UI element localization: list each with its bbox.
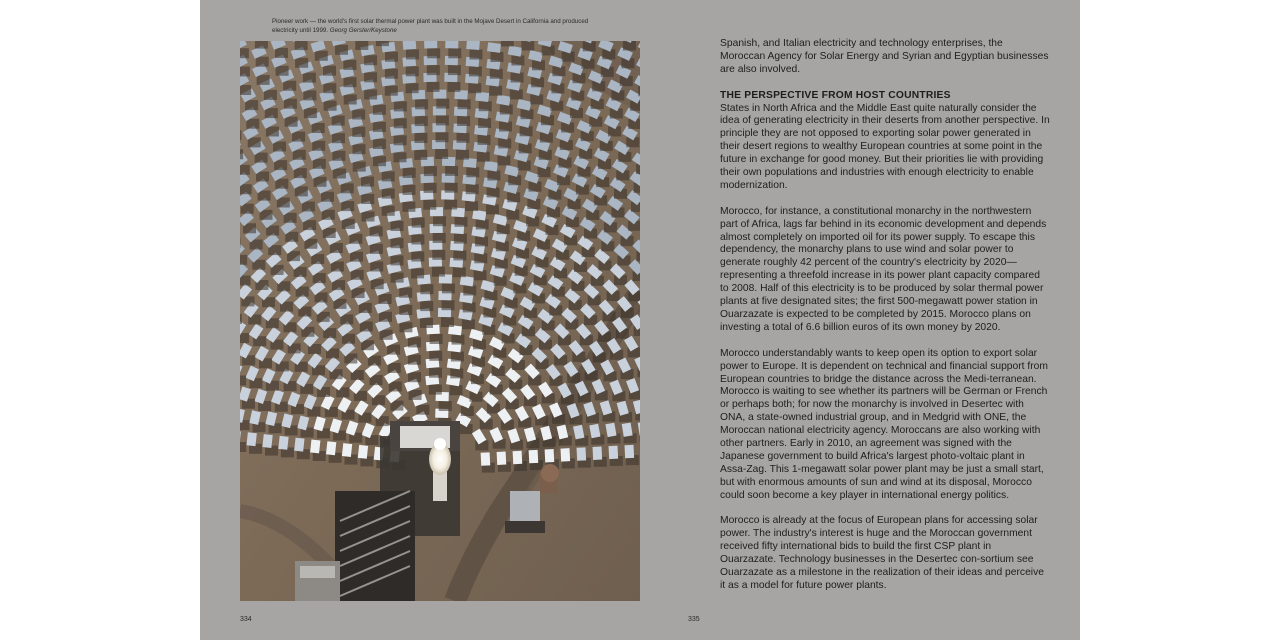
heliostat-shadow [518, 161, 531, 171]
heliostat-shadow [432, 250, 445, 260]
heliostat-shadow [450, 368, 463, 378]
heliostat-mirror [545, 449, 555, 462]
heliostat-shadow [429, 368, 442, 378]
heliostat-shadow [501, 41, 514, 47]
heliostat-shadow [463, 302, 476, 312]
heliostat-shadow [450, 385, 463, 395]
heliostat-shadow [257, 75, 270, 85]
heliostat-shadow [303, 90, 316, 100]
heliostat-shadow [399, 322, 412, 332]
heliostat-shadow [323, 83, 336, 93]
heliostat-shadow [370, 244, 383, 254]
heliostat-shadow [531, 77, 544, 87]
heliostat-mirror [278, 436, 288, 450]
heliostat-shadow [362, 212, 375, 222]
heliostat-shadow [442, 283, 455, 293]
heliostat-shadow [445, 166, 458, 176]
heliostat-shadow [361, 194, 374, 204]
heliostat-shadow [466, 184, 479, 194]
book-spread [200, 0, 1080, 640]
heliostat-shadow [454, 234, 467, 244]
heliostat-shadow [508, 175, 521, 185]
heliostat-mirror [593, 447, 603, 460]
heliostat-shadow [448, 65, 461, 75]
heliostat-shadow [283, 81, 296, 91]
heliostat-shadow [436, 132, 449, 142]
heliostat-shadow [331, 262, 344, 272]
heliostat-shadow [416, 405, 429, 415]
heliostat-shadow [240, 276, 251, 286]
heliostat-shadow [436, 115, 449, 125]
heliostat-shadow [273, 142, 286, 152]
heliostat-shadow [412, 218, 425, 228]
caption-credit: Georg Gerster/Keystone [329, 27, 397, 34]
heliostat-shadow [562, 52, 575, 62]
heliostat-shadow [500, 105, 513, 115]
heliostat-mirror [561, 448, 571, 461]
heliostat-shadow [499, 122, 512, 132]
heliostat-shadow [527, 199, 540, 209]
heliostat-shadow [385, 52, 398, 62]
heliostat-mirror [513, 451, 523, 464]
heliostat-shadow [379, 312, 392, 322]
heliostat-shadow [490, 69, 503, 79]
heliostat-shadow [382, 206, 395, 216]
heliostat-shadow [245, 100, 258, 110]
heliostat-shadow [314, 177, 327, 187]
heliostat-shadow [479, 101, 492, 111]
heliostat-shadow [432, 267, 445, 277]
heliostat-shadow [399, 305, 412, 315]
heliostat-shadow [255, 41, 268, 49]
heliostat-shadow [445, 183, 458, 193]
heliostat-shadow [409, 390, 422, 400]
heliostat-shadow [489, 86, 502, 96]
heliostat-mirror [625, 445, 635, 458]
heliostat-shadow [370, 262, 383, 272]
heliostat-shadow [542, 46, 555, 56]
heliostat-shadow [240, 314, 242, 324]
heliostat-shadow [349, 234, 362, 244]
heliostat-shadow [304, 239, 317, 249]
heliostat-shadow [295, 186, 308, 196]
heliostat-shadow [552, 66, 565, 76]
left-page-number: 334 [240, 616, 252, 623]
heliostat-shadow [444, 200, 457, 210]
heliostat-shadow [264, 90, 277, 100]
heliostat-shadow [447, 82, 460, 92]
heliostat-shadow [240, 333, 249, 343]
heliostat-shadow [458, 99, 471, 109]
heliostat-shadow [304, 108, 317, 118]
heliostat-shadow [408, 355, 421, 365]
heliostat-shadow [408, 372, 421, 382]
heliostat-shadow [323, 66, 336, 76]
heliostat-shadow [424, 166, 437, 176]
heliostat-shadow [391, 255, 404, 265]
heliostat-shadow [240, 238, 241, 248]
heliostat-shadow [360, 322, 373, 332]
heliostat-shadow [342, 219, 355, 229]
heliostat-mirror [342, 443, 352, 457]
heliostat-mirror [497, 452, 507, 465]
heliostat-shadow [497, 155, 510, 165]
heliostat-shadow [255, 153, 268, 163]
heliostat-shadow [373, 122, 386, 132]
heliostat-shadow [275, 48, 288, 58]
heliostat-mirror [481, 452, 491, 465]
heliostat-shadow [406, 83, 419, 93]
paragraph-2: Morocco, for instance, a constitutional monarchy in the northwestern part of Africa, lags far behind in its economic development and depends almost completely on imported oil for its power supply. To escape this dependency, the monarchy plans to use wind and solar power to generate roughly 42 percent of the country's electricity by 2020—representing a threefold increase in its power plant capacity compared to 2008. Half of this electricity is to be produced by solar thermal power plants at five designated sites; the first 500-megawatt power station in Ouarzazate is expected to be completed by 2015. Morocco plans on investing a total of 6.6 billion euros of its own money by 2020. [720, 205, 1047, 333]
intro-paragraph: Spanish, and Italian electricity and technology enterprises, the Moroccan Agency for Solar Energy and Syrian and Egyptian businesses are also involved. [720, 38, 1049, 75]
heliostat-shadow [315, 51, 328, 61]
heliostat-shadow [240, 48, 249, 58]
heliostat-shadow [406, 49, 419, 59]
heliostat-shadow [478, 118, 491, 128]
heliostat-shadow [240, 85, 251, 95]
heliostat-shadow [364, 90, 377, 100]
heliostat-shadow [403, 168, 416, 178]
paragraph-4: Morocco is already at the focus of European plans for accessing solar power. The industry's interest is huge and the Moroccan government received fifty international bids to build the first CSP plant in Ouarzazate. Technology businesses in the Desertec con-sortium see Ouarzazate as a milestone in the realization of their ideas and perceive it as a model for future power plants. [720, 515, 1044, 591]
heliostat-shadow [240, 184, 252, 194]
heliostat-shadow [295, 41, 308, 50]
heliostat-shadow [246, 119, 259, 129]
heliostat-shadow [415, 116, 428, 126]
heliostat-shadow [376, 41, 389, 46]
heliostat-shadow [429, 351, 442, 361]
heliostat-shadow [420, 284, 433, 294]
heliostat-shadow [364, 55, 377, 65]
heliostat-shadow [352, 288, 365, 298]
heliostat-shadow [295, 58, 308, 68]
heliostat-shadow [442, 300, 455, 310]
heliostat-shadow [478, 135, 491, 145]
heliostat-shadow [636, 164, 640, 174]
heliostat-mirror [609, 446, 619, 459]
heliostat-shadow [451, 352, 464, 362]
heliostat-shadow [541, 115, 554, 125]
heliostat-shadow [494, 276, 507, 286]
heliostat-shadow [511, 56, 524, 66]
heliostat-shadow [266, 127, 279, 137]
heliostat-shadow [274, 160, 287, 170]
heliostat-shadow [423, 200, 436, 210]
heliostat-shadow [380, 330, 393, 340]
heliostat-shadow [256, 57, 269, 67]
heliostat-shadow [387, 345, 400, 355]
heliostat-shadow [474, 270, 487, 280]
heliostat-shadow [322, 210, 335, 220]
aerial-photo-illustration [240, 41, 640, 601]
heliostat-shadow [285, 117, 298, 127]
heliostat-shadow [379, 294, 392, 304]
heliostat-shadow [332, 280, 345, 290]
heliostat-shadow [483, 308, 496, 318]
heliostat-shadow [385, 69, 398, 79]
heliostat-shadow [341, 183, 354, 193]
heliostat-shadow [411, 252, 424, 262]
heliostat-shadow [265, 108, 278, 118]
heliostat-shadow [341, 201, 354, 211]
heliostat-shadow [406, 66, 419, 76]
heliostat-shadow [321, 192, 334, 202]
heliostat-shadow [399, 288, 412, 298]
heliostat-shadow [427, 48, 440, 58]
heliostat-shadow [473, 339, 486, 349]
heliostat-field-photo [240, 41, 640, 601]
heliostat-shadow [361, 340, 374, 350]
heliostat-shadow [487, 171, 500, 181]
heliostat-shadow [332, 151, 345, 161]
heliostat-shadow [507, 192, 520, 202]
heliostat-shadow [388, 363, 401, 373]
heliostat-shadow [496, 241, 509, 251]
heliostat-shadow [240, 67, 250, 77]
paragraph-3: Morocco understandably wants to keep open its option to export solar power to Europe. It is dependent on technical and financial support from European countries to bridge the distance across the Medi-terranean. Morocco is waiting to see whether its partners will be German or French or perhaps both; for now the monarchy is involved in Desertec with ONA, a state-owned industrial group, and in Medgrid with ONE, the Moroccan national electricity agency. Moroccans are also working with other partners. Early in 2010, an agreement was signed with the Japanese government to build Africa's largest photo-voltaic plant in Assa-Zag. This 1-megawatt solar power plant may be just a small start, but with enormous amounts of sun and wind at its disposal, Morocco could soon become a key player in international energy politics. [720, 347, 1048, 501]
heliostat-shadow [441, 317, 454, 327]
article-body [720, 38, 1050, 606]
heliostat-shadow [470, 50, 483, 60]
heliostat-shadow [402, 202, 415, 212]
heliostat-shadow [427, 82, 440, 92]
heliostat-shadow [303, 220, 316, 230]
heliostat-shadow [385, 86, 398, 96]
heliostat-shadow [312, 141, 325, 151]
heliostat-shadow [452, 335, 465, 345]
heliostat-shadow [240, 149, 243, 159]
heliostat-shadow [462, 319, 475, 329]
heliostat-mirror [262, 434, 272, 448]
heliostat-shadow [484, 290, 497, 300]
heliostat-shadow [284, 213, 297, 223]
heliostat-shadow [415, 133, 428, 143]
heliostat-shadow [333, 169, 346, 179]
caption-text: Pioneer work — the world's first solar thermal power plant was built in the Mojave Desert in California and produced electricity until 1999. [272, 18, 589, 34]
heliostat-shadow [436, 99, 449, 109]
heliostat-shadow [373, 139, 386, 149]
heliostat-shadow [448, 48, 461, 58]
heliostat-shadow [538, 167, 551, 177]
heliostat-shadow [411, 235, 424, 245]
heliostat-shadow [453, 250, 466, 260]
heliostat-shadow [465, 201, 478, 211]
heliostat-shadow [240, 376, 246, 386]
heliostat-shadow [361, 177, 374, 187]
heliostat-shadow [540, 133, 553, 143]
heliostat-shadow [355, 41, 368, 50]
heliostat-shadow [373, 105, 386, 115]
heliostat-shadow [427, 65, 440, 75]
heliostat-shadow [240, 442, 246, 452]
heliostat-shadow [364, 72, 377, 82]
heliostat-shadow [350, 252, 363, 262]
heliostat-shadow [414, 150, 427, 160]
heliostat-shadow [292, 132, 305, 142]
heliostat-shadow [284, 99, 297, 109]
heliostat-mirror [577, 447, 587, 460]
heliostat-shadow [435, 149, 448, 159]
paragraph-1: States in North Africa and the Middle East quite naturally consider the idea of generating electricity in their deserts from another perspective. In principle they are not opposed to exporting solar power generated in their desert regions to wealthy European countries at some point in the future in exchange for good money. But their priorities lie with providing their own populations and industries with enough electricity to enable modernization. [720, 102, 1050, 191]
heliostat-shadow [382, 189, 395, 199]
heliostat-shadow [511, 73, 524, 83]
heliostat-shadow [394, 135, 407, 145]
heliostat-shadow [498, 138, 511, 148]
heliostat-shadow [510, 89, 523, 99]
heliostat-mirror [326, 441, 336, 455]
heliostat-shadow [482, 325, 495, 335]
heliostat-shadow [456, 150, 469, 160]
heliostat-shadow [466, 167, 479, 177]
photo-caption [272, 17, 602, 35]
heliostat-shadow [474, 253, 487, 263]
heliostat-shadow [256, 172, 269, 182]
heliostat-shadow [521, 41, 534, 51]
heliostat-mirror [403, 41, 417, 50]
heliostat-mirror [487, 42, 501, 53]
heliostat-shadow [275, 179, 288, 189]
heliostat-shadow [276, 66, 289, 76]
heliostat-shadow [520, 126, 533, 136]
heliostat-mirror [445, 41, 458, 48]
heliostat-shadow [332, 133, 345, 143]
heliostat-shadow [476, 220, 489, 230]
heliostat-shadow [302, 202, 315, 212]
heliostat-shadow [352, 110, 365, 120]
heliostat-shadow [463, 286, 476, 296]
heliostat-mirror [466, 41, 480, 50]
heliostat-shadow [382, 171, 395, 181]
heliostat-shadow [486, 204, 499, 214]
heliostat-shadow [389, 382, 402, 392]
heliostat-shadow [344, 95, 357, 105]
heliostat-shadow [420, 301, 433, 311]
heliostat-shadow [433, 233, 446, 243]
heliostat-shadow [391, 221, 404, 231]
heliostat-shadow [323, 228, 336, 238]
heliostat-shadow [457, 133, 470, 143]
heliostat-mirror [294, 438, 304, 452]
heliostat-mirror [246, 432, 256, 446]
heliostat-shadow [394, 152, 407, 162]
heliostat-shadow [457, 116, 470, 126]
heliostat-shadow [391, 238, 404, 248]
heliostat-shadow [394, 101, 407, 111]
heliostat-shadow [532, 60, 545, 70]
heliostat-shadow [439, 401, 452, 411]
heliostat-shadow [403, 185, 416, 195]
heliostat-shadow [491, 52, 504, 62]
heliostat-shadow [638, 86, 640, 96]
heliostat-shadow [550, 101, 563, 111]
heliostat-shadow [472, 357, 485, 367]
heliostat-shadow [353, 144, 366, 154]
heliostat-shadow [324, 101, 337, 111]
heliostat-shadow [497, 224, 510, 234]
heliostat-shadow [335, 45, 348, 55]
heliostat-shadow [303, 73, 316, 83]
heliostat-shadow [312, 123, 325, 133]
heliostat-shadow [430, 334, 443, 344]
heliostat-shadow [391, 273, 404, 283]
right-page-number: 335 [688, 616, 700, 623]
heliostat-shadow [433, 216, 446, 226]
heliostat-shadow [408, 337, 421, 347]
heliostat-shadow [330, 243, 343, 253]
heliostat-shadow [311, 254, 324, 264]
heliostat-shadow [294, 168, 307, 178]
heliostat-shadow [415, 99, 428, 109]
heliostat-mirror [424, 41, 437, 48]
heliostat-shadow [468, 83, 481, 93]
heliostat-shadow [334, 299, 347, 309]
heliostat-shadow [495, 259, 508, 269]
heliostat-shadow [277, 198, 290, 208]
heliostat-shadow [477, 152, 490, 162]
heliostat-shadow [351, 270, 364, 280]
heliostat-shadow [240, 255, 247, 265]
heliostat-shadow [343, 60, 356, 70]
heliostat-shadow [455, 217, 468, 227]
heliostat-mirror [529, 450, 539, 463]
heliostat-shadow [453, 267, 466, 277]
heliostat-shadow [371, 279, 384, 289]
heliostat-shadow [429, 385, 442, 395]
heliostat-shadow [529, 182, 542, 192]
heliostat-shadow [539, 150, 552, 160]
heliostat-shadow [332, 116, 345, 126]
heliostat-shadow [352, 127, 365, 137]
heliostat-shadow [519, 143, 532, 153]
heliostat-shadow [313, 159, 326, 169]
heliostat-shadow [344, 77, 357, 87]
heliostat-shadow [530, 94, 543, 104]
heliostat-shadow [475, 236, 488, 246]
heliostat-shadow [487, 187, 500, 197]
heliostat-mirror [310, 440, 320, 454]
section-heading: THE PERSPECTIVE FROM HOST COUNTRIES [720, 89, 951, 101]
heliostat-shadow [420, 318, 433, 328]
heliostat-shadow [424, 183, 437, 193]
heliostat-mirror [358, 445, 368, 459]
heliostat-shadow [506, 210, 519, 220]
heliostat-shadow [521, 109, 534, 119]
heliostat-shadow [240, 130, 241, 140]
heliostat-shadow [469, 66, 482, 76]
heliostat-shadow [373, 156, 386, 166]
heliostat-shadow [248, 137, 261, 147]
heliostat-shadow [359, 303, 372, 313]
heliostat-shadow [240, 165, 250, 175]
heliostat-shadow [293, 150, 306, 160]
heliostat-shadow [394, 118, 407, 128]
heliostat-shadow [370, 226, 383, 236]
heliostat-shadow [411, 268, 424, 278]
heliostat-shadow [353, 162, 366, 172]
heliostat-shadow [551, 83, 564, 93]
